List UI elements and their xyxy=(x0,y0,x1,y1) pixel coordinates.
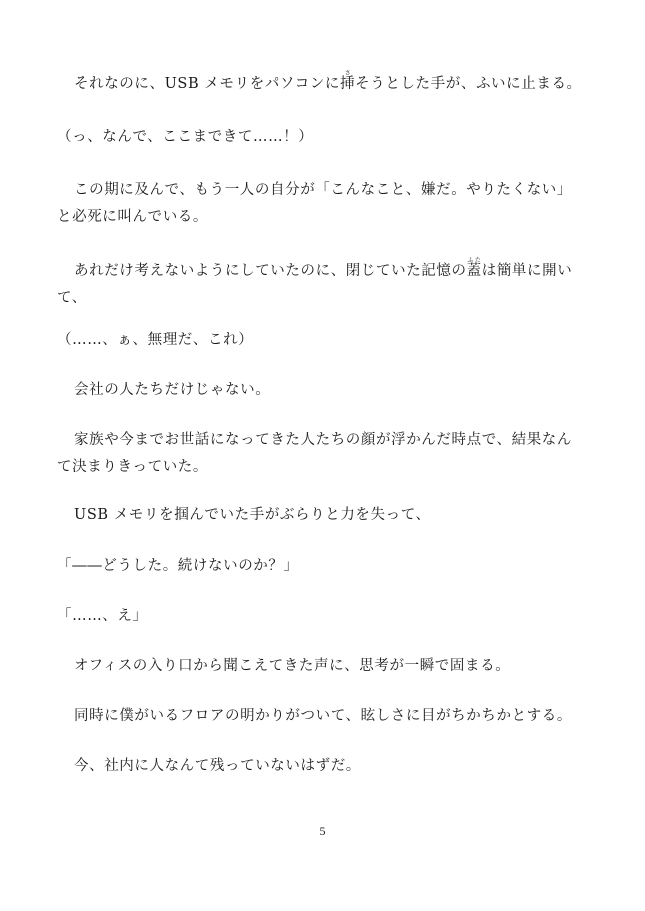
text-line: （っ、なんで、ここまできて……！） xyxy=(57,129,314,145)
text-line: 同時に僕がいるフロアの明かりがついて、眩しさに目がちかちかとする。 xyxy=(74,708,573,724)
paragraph-12 xyxy=(57,703,587,730)
text-line: 「――どうした。続けないのか？」 xyxy=(57,558,299,574)
paragraph-9 xyxy=(57,553,587,580)
ruby-annotation xyxy=(466,257,482,279)
paragraph-7 xyxy=(57,427,587,481)
text-line: この期に及んで、もう一人の自分が「こんなこと、嫌だ。やりたくない」 xyxy=(74,182,573,198)
paragraph-13 xyxy=(57,753,587,780)
ruby-reading: ふた xyxy=(466,257,482,264)
text-segment: あれだけ考えないようにしていたのに、閉じていた記憶の xyxy=(74,263,467,279)
paragraph-3 xyxy=(57,177,587,231)
ruby-reading: さ xyxy=(340,70,356,77)
ruby-base: 蓋 xyxy=(466,263,482,279)
text-line: オフィスの入り口から聞こえてきた声に、思考が一瞬で固まる。 xyxy=(74,658,511,674)
text-segment: それなのに、USB メモリをパソコンに xyxy=(74,76,341,92)
paragraph-2 xyxy=(57,124,587,151)
text-line xyxy=(57,70,587,98)
paragraph-4 xyxy=(57,257,587,312)
text-line: 今、社内に人なんて残っていないはずだ。 xyxy=(74,758,361,774)
paragraph-11 xyxy=(57,653,587,680)
text-line: て決まりきっていた。 xyxy=(57,459,208,475)
paragraph-1 xyxy=(57,70,587,98)
paragraph-8 xyxy=(57,502,587,529)
text-segment: そうとした手が、ふいに止まる。 xyxy=(355,76,582,92)
paragraph-6 xyxy=(57,377,587,404)
ruby-annotation xyxy=(340,70,356,92)
page-number: 5 xyxy=(319,824,326,838)
text-segment: は簡単に開い xyxy=(481,263,573,279)
text-line: （……、ぁ、無理だ、これ） xyxy=(57,332,254,348)
text-line xyxy=(57,257,587,285)
paragraph-10 xyxy=(57,603,587,630)
text-line: と必死に叫んでいる。 xyxy=(57,209,208,225)
ruby-base: 挿 xyxy=(340,76,356,92)
paragraph-5 xyxy=(57,327,587,354)
text-line: USB メモリを掴んでいた手がぶらりと力を失って、 xyxy=(74,507,431,523)
text-line: 「……、え」 xyxy=(57,608,148,624)
text-line: 家族や今までお世話になってきた人たちの顔が浮かんだ時点で、結果なん xyxy=(74,432,573,448)
text-line: 会社の人たちだけじゃない。 xyxy=(74,382,271,398)
text-line: て、 xyxy=(57,290,87,306)
